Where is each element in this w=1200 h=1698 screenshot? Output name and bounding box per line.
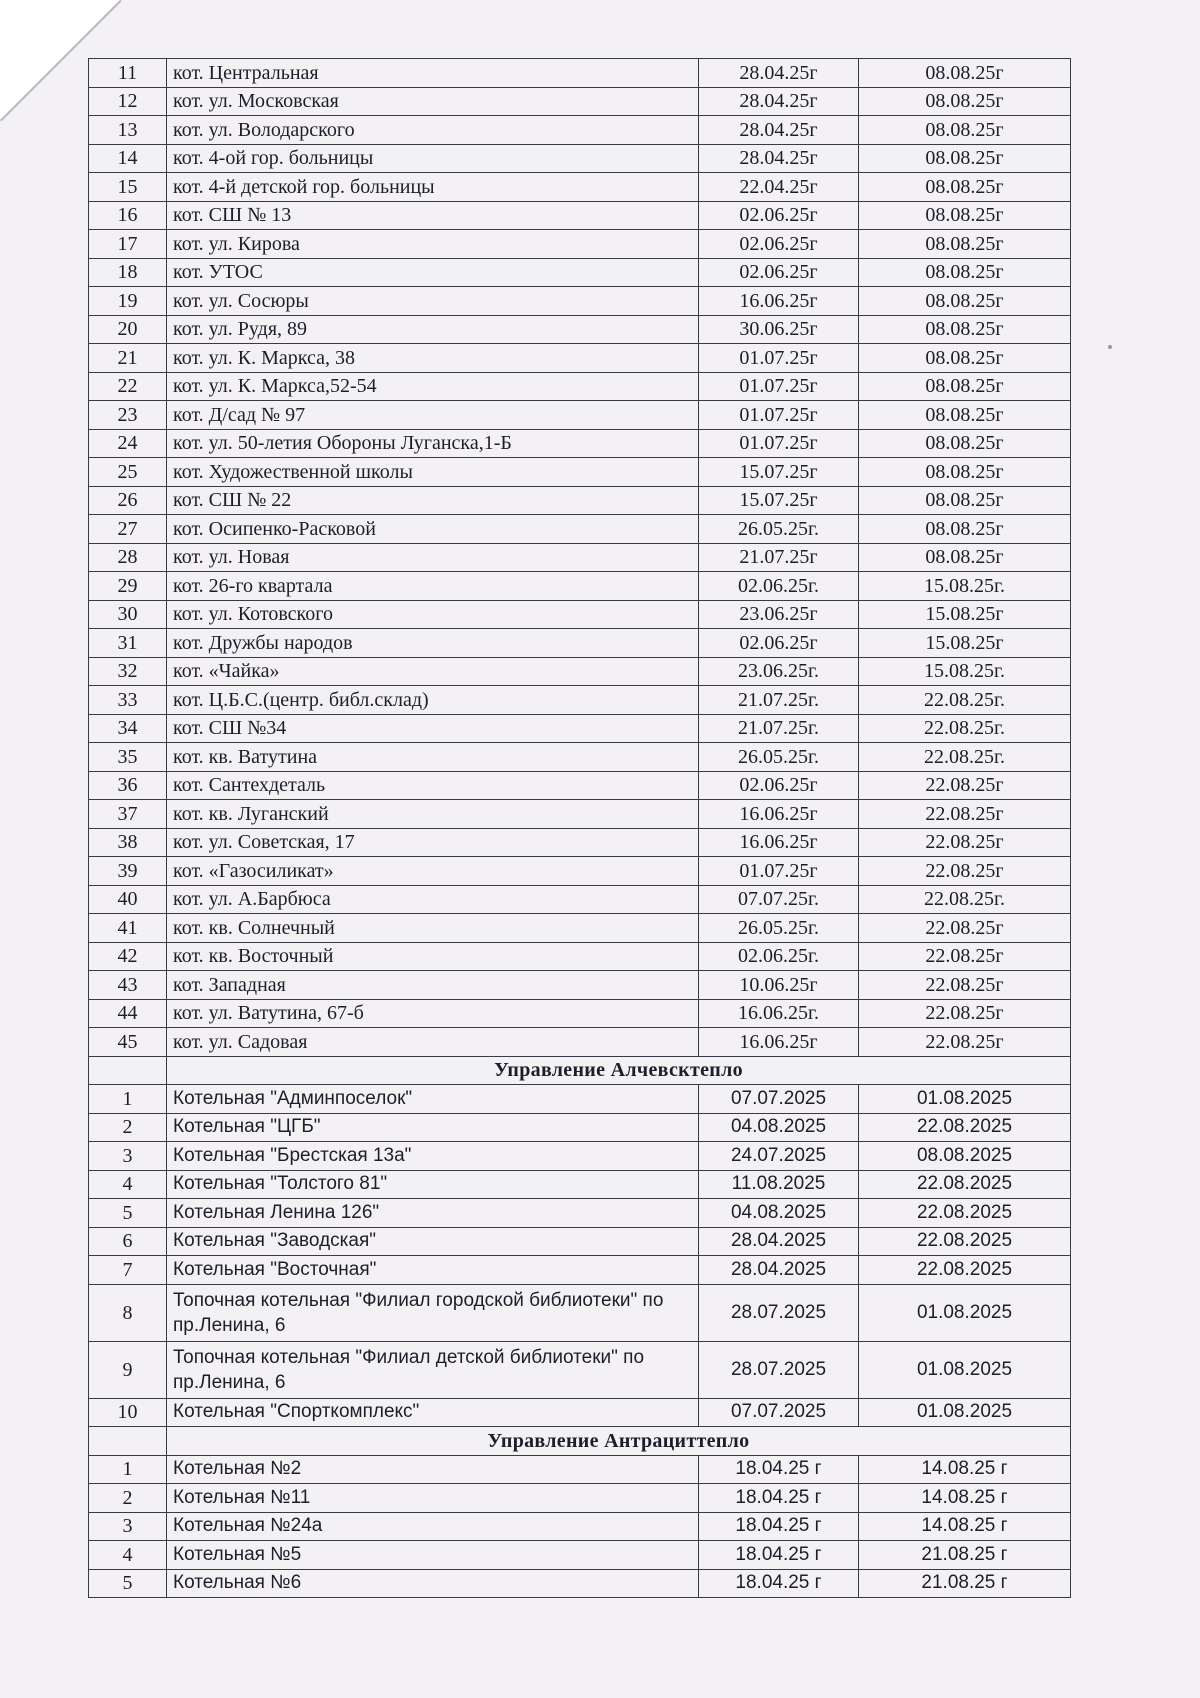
start-date-cell: 04.08.2025	[699, 1199, 859, 1228]
boiler-name-cell: Котельная "Брестская 13а"	[167, 1142, 699, 1171]
boiler-name-cell: кот. Дружбы народов	[167, 629, 699, 658]
end-date-cell: 08.08.25г	[859, 201, 1071, 230]
boiler-name-cell: кот. ул. Котовского	[167, 600, 699, 629]
row-number-cell: 42	[89, 942, 167, 971]
row-number-cell: 17	[89, 230, 167, 259]
end-date-cell: 08.08.25г	[859, 401, 1071, 430]
table-row	[89, 1398, 1071, 1427]
row-number-cell: 8	[89, 1284, 167, 1341]
boiler-name-cell: Котельная "Спорткомплекс"	[167, 1398, 699, 1427]
start-date-cell: 07.07.2025	[699, 1398, 859, 1427]
row-number-cell: 5	[89, 1199, 167, 1228]
boiler-name-cell: кот. ул. 50-летия Обороны Луганска,1-Б	[167, 429, 699, 458]
start-date-cell: 10.06.25г	[699, 971, 859, 1000]
end-date-cell: 08.08.25г	[859, 173, 1071, 202]
row-number-cell: 3	[89, 1142, 167, 1171]
start-date-cell: 01.07.25г	[699, 429, 859, 458]
start-date-cell: 01.07.25г	[699, 372, 859, 401]
start-date-cell: 18.04.25 г	[699, 1455, 859, 1484]
start-date-cell: 24.07.2025	[699, 1142, 859, 1171]
start-date-cell: 16.06.25г	[699, 1028, 859, 1057]
start-date-cell: 01.07.25г	[699, 857, 859, 886]
table-row	[89, 344, 1071, 373]
table-row	[89, 600, 1071, 629]
end-date-cell: 08.08.25г	[859, 116, 1071, 145]
end-date-cell: 15.08.25г	[859, 600, 1071, 629]
boiler-name-cell: кот. Центральная	[167, 59, 699, 88]
scan-speck	[1108, 345, 1112, 349]
table-row	[89, 1484, 1071, 1513]
table-row	[89, 686, 1071, 715]
row-number-cell: 4	[89, 1170, 167, 1199]
table-row	[89, 372, 1071, 401]
start-date-cell: 16.06.25г	[699, 800, 859, 829]
end-date-cell: 22.08.25г.	[859, 743, 1071, 772]
table-row	[89, 857, 1071, 886]
boiler-name-cell: кот. ул. А.Барбюса	[167, 885, 699, 914]
table-row	[89, 515, 1071, 544]
row-number-cell: 18	[89, 258, 167, 287]
end-date-cell: 15.08.25г.	[859, 657, 1071, 686]
row-number-cell: 30	[89, 600, 167, 629]
boiler-name-cell: кот. Западная	[167, 971, 699, 1000]
table-row	[89, 1455, 1071, 1484]
row-number-cell: 5	[89, 1569, 167, 1598]
row-number-cell: 2	[89, 1484, 167, 1513]
row-number-cell: 35	[89, 743, 167, 772]
row-number-cell: 10	[89, 1398, 167, 1427]
row-number-cell: 44	[89, 999, 167, 1028]
table-row	[89, 486, 1071, 515]
boiler-name-cell: кот. УТОС	[167, 258, 699, 287]
row-number-cell: 40	[89, 885, 167, 914]
start-date-cell: 07.07.25г.	[699, 885, 859, 914]
start-date-cell: 21.07.25г.	[699, 714, 859, 743]
start-date-cell: 16.06.25г.	[699, 999, 859, 1028]
row-number-cell: 38	[89, 828, 167, 857]
start-date-cell: 02.06.25г	[699, 201, 859, 230]
start-date-cell: 18.04.25 г	[699, 1484, 859, 1513]
table-row	[89, 629, 1071, 658]
end-date-cell: 08.08.25г	[859, 486, 1071, 515]
end-date-cell: 01.08.2025	[859, 1085, 1071, 1114]
end-date-cell: 08.08.25г	[859, 315, 1071, 344]
row-number-cell: 22	[89, 372, 167, 401]
boiler-name-cell: кот. Ц.Б.С.(центр. библ.склад)	[167, 686, 699, 715]
table-row	[89, 1284, 1071, 1341]
row-number-cell: 1	[89, 1085, 167, 1114]
end-date-cell: 14.08.25 г	[859, 1484, 1071, 1513]
table-row	[89, 1256, 1071, 1285]
section-title: Управление Алчевсктепло	[167, 1056, 1071, 1085]
row-number-cell: 2	[89, 1113, 167, 1142]
start-date-cell: 23.06.25г.	[699, 657, 859, 686]
table-row	[89, 116, 1071, 145]
end-date-cell: 22.08.25г.	[859, 686, 1071, 715]
table-row	[89, 59, 1071, 88]
start-date-cell: 28.04.25г	[699, 87, 859, 116]
start-date-cell: 26.05.25г.	[699, 914, 859, 943]
end-date-cell: 22.08.25г	[859, 857, 1071, 886]
start-date-cell: 16.06.25г	[699, 287, 859, 316]
boiler-name-cell: кот. ул. Кирова	[167, 230, 699, 259]
end-date-cell: 14.08.25 г	[859, 1512, 1071, 1541]
boiler-name-cell: кот. Д/сад № 97	[167, 401, 699, 430]
start-date-cell: 28.07.2025	[699, 1341, 859, 1398]
table-row	[89, 657, 1071, 686]
start-date-cell: 21.07.25г.	[699, 686, 859, 715]
start-date-cell: 18.04.25 г	[699, 1569, 859, 1598]
end-date-cell: 22.08.25г	[859, 942, 1071, 971]
table-row	[89, 1085, 1071, 1114]
table-row	[89, 458, 1071, 487]
section-header-blank-cell	[89, 1056, 167, 1085]
boiler-name-cell: Котельная №2	[167, 1455, 699, 1484]
start-date-cell: 18.04.25 г	[699, 1541, 859, 1570]
end-date-cell: 22.08.25г	[859, 828, 1071, 857]
start-date-cell: 28.04.2025	[699, 1256, 859, 1285]
boiler-name-cell: кот. СШ №34	[167, 714, 699, 743]
start-date-cell: 22.04.25г	[699, 173, 859, 202]
end-date-cell: 22.08.25г	[859, 1028, 1071, 1057]
boiler-name-cell: кот. ул. К. Маркса, 38	[167, 344, 699, 373]
end-date-cell: 08.08.2025	[859, 1142, 1071, 1171]
table-row	[89, 942, 1071, 971]
table-row	[89, 87, 1071, 116]
table-row	[89, 1170, 1071, 1199]
start-date-cell: 02.06.25г	[699, 771, 859, 800]
start-date-cell: 02.06.25г	[699, 230, 859, 259]
start-date-cell: 01.07.25г	[699, 401, 859, 430]
start-date-cell: 04.08.2025	[699, 1113, 859, 1142]
boiler-name-cell: кот. ул. К. Маркса,52-54	[167, 372, 699, 401]
table-row	[89, 1113, 1071, 1142]
start-date-cell: 15.07.25г	[699, 486, 859, 515]
row-number-cell: 45	[89, 1028, 167, 1057]
row-number-cell: 24	[89, 429, 167, 458]
table-row	[89, 543, 1071, 572]
boiler-name-cell: кот. ул. Ватутина, 67-б	[167, 999, 699, 1028]
row-number-cell: 23	[89, 401, 167, 430]
boiler-name-cell: Котельная "ЦГБ"	[167, 1113, 699, 1142]
row-number-cell: 28	[89, 543, 167, 572]
start-date-cell: 02.06.25г	[699, 629, 859, 658]
table-row	[89, 714, 1071, 743]
boiler-name-cell: Котельная Ленина 126"	[167, 1199, 699, 1228]
section-header-row	[89, 1427, 1071, 1456]
start-date-cell: 02.06.25г	[699, 258, 859, 287]
boiler-name-cell: кот. кв. Солнечный	[167, 914, 699, 943]
start-date-cell: 11.08.2025	[699, 1170, 859, 1199]
table-row	[89, 1512, 1071, 1541]
boiler-name-cell: кот. ул. Садовая	[167, 1028, 699, 1057]
table-row	[89, 258, 1071, 287]
end-date-cell: 22.08.25г	[859, 771, 1071, 800]
row-number-cell: 9	[89, 1341, 167, 1398]
row-number-cell: 20	[89, 315, 167, 344]
boiler-name-cell: Котельная "Толстого 81"	[167, 1170, 699, 1199]
row-number-cell: 32	[89, 657, 167, 686]
boiler-name-cell: Котельная №24а	[167, 1512, 699, 1541]
boiler-name-cell: кот. 26-го квартала	[167, 572, 699, 601]
row-number-cell: 29	[89, 572, 167, 601]
boiler-name-cell: Топочная котельная "Филиал детской библиотеки" по пр.Ленина, 6	[167, 1341, 699, 1398]
row-number-cell: 1	[89, 1455, 167, 1484]
row-number-cell: 31	[89, 629, 167, 658]
row-number-cell: 34	[89, 714, 167, 743]
end-date-cell: 15.08.25г.	[859, 572, 1071, 601]
boiler-name-cell: кот. ул. Московская	[167, 87, 699, 116]
end-date-cell: 08.08.25г	[859, 287, 1071, 316]
row-number-cell: 4	[89, 1541, 167, 1570]
start-date-cell: 07.07.2025	[699, 1085, 859, 1114]
row-number-cell: 25	[89, 458, 167, 487]
boiler-name-cell: Котельная "Админпоселок"	[167, 1085, 699, 1114]
end-date-cell: 08.08.25г	[859, 543, 1071, 572]
start-date-cell: 30.06.25г	[699, 315, 859, 344]
end-date-cell: 22.08.25г	[859, 914, 1071, 943]
boiler-name-cell: кот. Художественной школы	[167, 458, 699, 487]
table-row	[89, 173, 1071, 202]
end-date-cell: 08.08.25г	[859, 144, 1071, 173]
start-date-cell: 28.04.25г	[699, 144, 859, 173]
boiler-name-cell: кот. кв. Луганский	[167, 800, 699, 829]
table-row	[89, 287, 1071, 316]
row-number-cell: 14	[89, 144, 167, 173]
row-number-cell: 37	[89, 800, 167, 829]
end-date-cell: 22.08.2025	[859, 1113, 1071, 1142]
boiler-name-cell: кот. «Чайка»	[167, 657, 699, 686]
table-row	[89, 828, 1071, 857]
section-header-row	[89, 1056, 1071, 1085]
end-date-cell: 08.08.25г	[859, 258, 1071, 287]
start-date-cell: 01.07.25г	[699, 344, 859, 373]
table-row	[89, 1142, 1071, 1171]
boiler-name-cell: кот. ул. Советская, 17	[167, 828, 699, 857]
row-number-cell: 19	[89, 287, 167, 316]
end-date-cell: 01.08.2025	[859, 1341, 1071, 1398]
table-row	[89, 1199, 1071, 1228]
row-number-cell: 6	[89, 1227, 167, 1256]
end-date-cell: 08.08.25г	[859, 372, 1071, 401]
row-number-cell: 26	[89, 486, 167, 515]
row-number-cell: 3	[89, 1512, 167, 1541]
row-number-cell: 11	[89, 59, 167, 88]
table-row	[89, 401, 1071, 430]
boiler-name-cell: кот. СШ № 22	[167, 486, 699, 515]
end-date-cell: 14.08.25 г	[859, 1455, 1071, 1484]
end-date-cell: 08.08.25г	[859, 344, 1071, 373]
table-row	[89, 144, 1071, 173]
end-date-cell: 01.08.2025	[859, 1284, 1071, 1341]
start-date-cell: 28.04.25г	[699, 116, 859, 145]
start-date-cell: 26.05.25г.	[699, 515, 859, 544]
end-date-cell: 22.08.25г	[859, 999, 1071, 1028]
row-number-cell: 12	[89, 87, 167, 116]
start-date-cell: 02.06.25г.	[699, 572, 859, 601]
end-date-cell: 08.08.25г	[859, 458, 1071, 487]
boiler-name-cell: кот. ул. Володарского	[167, 116, 699, 145]
end-date-cell: 22.08.2025	[859, 1256, 1071, 1285]
table-row	[89, 1227, 1071, 1256]
start-date-cell: 28.07.2025	[699, 1284, 859, 1341]
boiler-name-cell: кот. 4-й детской гор. больницы	[167, 173, 699, 202]
table-row	[89, 201, 1071, 230]
end-date-cell: 22.08.25г	[859, 800, 1071, 829]
boiler-name-cell: кот. СШ № 13	[167, 201, 699, 230]
row-number-cell: 36	[89, 771, 167, 800]
boiler-name-cell: Котельная №5	[167, 1541, 699, 1570]
row-number-cell: 15	[89, 173, 167, 202]
start-date-cell: 18.04.25 г	[699, 1512, 859, 1541]
boiler-name-cell: кот. «Газосиликат»	[167, 857, 699, 886]
table-row	[89, 999, 1071, 1028]
table-row	[89, 971, 1071, 1000]
start-date-cell: 28.04.2025	[699, 1227, 859, 1256]
boiler-name-cell: Котельная №6	[167, 1569, 699, 1598]
end-date-cell: 08.08.25г	[859, 87, 1071, 116]
boiler-name-cell: кот. Осипенко-Расковой	[167, 515, 699, 544]
end-date-cell: 08.08.25г	[859, 515, 1071, 544]
start-date-cell: 28.04.25г	[699, 59, 859, 88]
end-date-cell: 22.08.2025	[859, 1199, 1071, 1228]
row-number-cell: 21	[89, 344, 167, 373]
boiler-name-cell: Котельная №11	[167, 1484, 699, 1513]
end-date-cell: 01.08.2025	[859, 1398, 1071, 1427]
table-row	[89, 885, 1071, 914]
boiler-name-cell: кот. кв. Восточный	[167, 942, 699, 971]
end-date-cell: 08.08.25г	[859, 429, 1071, 458]
start-date-cell: 15.07.25г	[699, 458, 859, 487]
row-number-cell: 16	[89, 201, 167, 230]
boiler-name-cell: Котельная "Заводская"	[167, 1227, 699, 1256]
schedule-table-body	[89, 59, 1071, 1598]
end-date-cell: 22.08.25г.	[859, 885, 1071, 914]
table-row	[89, 1569, 1071, 1598]
boiler-name-cell: кот. 4-ой гор. больницы	[167, 144, 699, 173]
boiler-name-cell: кот. ул. Рудя, 89	[167, 315, 699, 344]
end-date-cell: 21.08.25 г	[859, 1541, 1071, 1570]
start-date-cell: 26.05.25г.	[699, 743, 859, 772]
table-row	[89, 914, 1071, 943]
boiler-name-cell: кот. кв. Ватутина	[167, 743, 699, 772]
row-number-cell: 43	[89, 971, 167, 1000]
end-date-cell: 22.08.25г.	[859, 714, 1071, 743]
end-date-cell: 22.08.2025	[859, 1227, 1071, 1256]
start-date-cell: 16.06.25г	[699, 828, 859, 857]
table-row	[89, 1341, 1071, 1398]
row-number-cell: 41	[89, 914, 167, 943]
table-row	[89, 230, 1071, 259]
end-date-cell: 08.08.25г	[859, 59, 1071, 88]
table-row	[89, 315, 1071, 344]
row-number-cell: 33	[89, 686, 167, 715]
boiler-name-cell: Топочная котельная "Филиал городской библиотеки" по пр.Ленина, 6	[167, 1284, 699, 1341]
row-number-cell: 27	[89, 515, 167, 544]
table-row	[89, 1541, 1071, 1570]
row-number-cell: 13	[89, 116, 167, 145]
schedule-table	[88, 58, 1071, 1598]
table-row	[89, 429, 1071, 458]
row-number-cell: 7	[89, 1256, 167, 1285]
start-date-cell: 02.06.25г.	[699, 942, 859, 971]
table-row	[89, 572, 1071, 601]
boiler-name-cell: Котельная "Восточная"	[167, 1256, 699, 1285]
section-header-blank-cell	[89, 1427, 167, 1456]
end-date-cell: 15.08.25г	[859, 629, 1071, 658]
end-date-cell: 22.08.25г	[859, 971, 1071, 1000]
boiler-name-cell: кот. Сантехдеталь	[167, 771, 699, 800]
table-row	[89, 743, 1071, 772]
end-date-cell: 21.08.25 г	[859, 1569, 1071, 1598]
row-number-cell: 39	[89, 857, 167, 886]
table-row	[89, 1028, 1071, 1057]
start-date-cell: 23.06.25г	[699, 600, 859, 629]
table-row	[89, 771, 1071, 800]
start-date-cell: 21.07.25г	[699, 543, 859, 572]
boiler-name-cell: кот. ул. Сосюры	[167, 287, 699, 316]
end-date-cell: 22.08.2025	[859, 1170, 1071, 1199]
boiler-name-cell: кот. ул. Новая	[167, 543, 699, 572]
table-row	[89, 800, 1071, 829]
end-date-cell: 08.08.25г	[859, 230, 1071, 259]
section-title: Управление Антрациттепло	[167, 1427, 1071, 1456]
